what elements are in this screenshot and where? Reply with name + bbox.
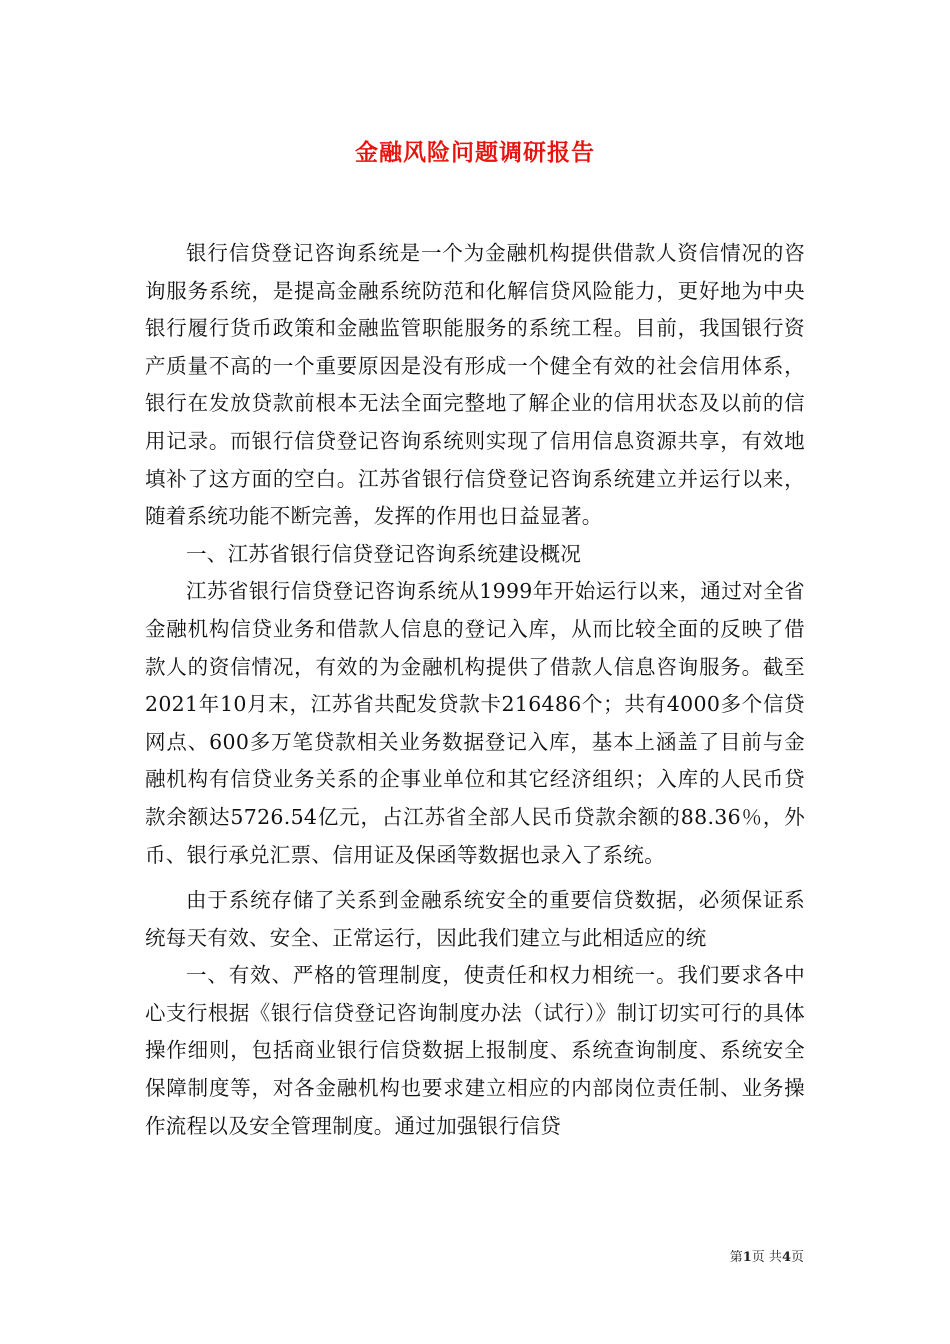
footer-suffix: 页 (790, 1250, 804, 1265)
paragraph-management-rules: 一、有效、严格的管理制度，使责任和权力相统一。我们要求各中心支行根据《银行信贷登记咨询制度办法（试行）》制订切实可行的具体操作细则，包括商业银行信贷数据上报制度、系统查询制度、系统安全保障制度等，对各金融机构也要求建立相应的内部岗位责任制、业务操作流程以及安全管理制度。通过加强银行信贷 (145, 963, 805, 1138)
page-number-footer (730, 1246, 804, 1265)
paragraph-overview: 江苏省银行信贷登记咨询系统从1999年开始运行以来，通过对全省金融机构信贷业务和借款人信息的登记入库，从而比较全面的反映了借款人的资信情况，有效的为金融机构提供了借款人信息咨询服务。截至2021年10月末，江苏省共配发贷款卡216486个；共有4000多个信贷网点、600多万笔贷款相关业务数据登记入库，基本上涵盖了目前与金融机构有信贷业务关系的企事业单位和其它经济组织；入库的人民币贷款余额达5726.54亿元，占江苏省全部人民币贷款余额的88.36％，外币、银行承兑汇票、信用证及保函等数据也录入了系统。 (145, 579, 805, 867)
footer-middle: 页 共 (751, 1250, 782, 1265)
footer-prefix: 第 (729, 1250, 743, 1265)
paragraph-intro: 银行信贷登记咨询系统是一个为金融机构提供借款人资信情况的咨询服务系统，是提高金融系统防范和化解信贷风险能力，更好地为中央银行履行货币政策和金融监管职能服务的系统工程。目前，我国银行资产质量不高的一个重要原因是没有形成一个健全有效的社会信用体系，银行在发放贷款前根本无法全面完整地了解企业的信用状态及以前的信用记录。而银行信贷登记咨询系统则实现了信用信息资源共享，有效地填补了这方面的空白。江苏省银行信贷登记咨询系统建立并运行以来，随着系统功能不断完善，发挥的作用也日益显著。 (145, 241, 805, 529)
section-heading-overview: 一、江苏省银行信贷登记咨询系统建设概况 (186, 541, 582, 566)
footer-current-page: 1 (742, 1250, 752, 1265)
document-title: 金融风险问题调研报告 (355, 139, 595, 166)
paragraph-system-safety: 由于系统存储了关系到金融系统安全的重要信贷数据，必须保证系统每天有效、安全、正常运行，因此我们建立与此相适应的统 (145, 888, 805, 950)
footer-total-pages: 4 (781, 1250, 791, 1265)
document-body (145, 235, 805, 1145)
